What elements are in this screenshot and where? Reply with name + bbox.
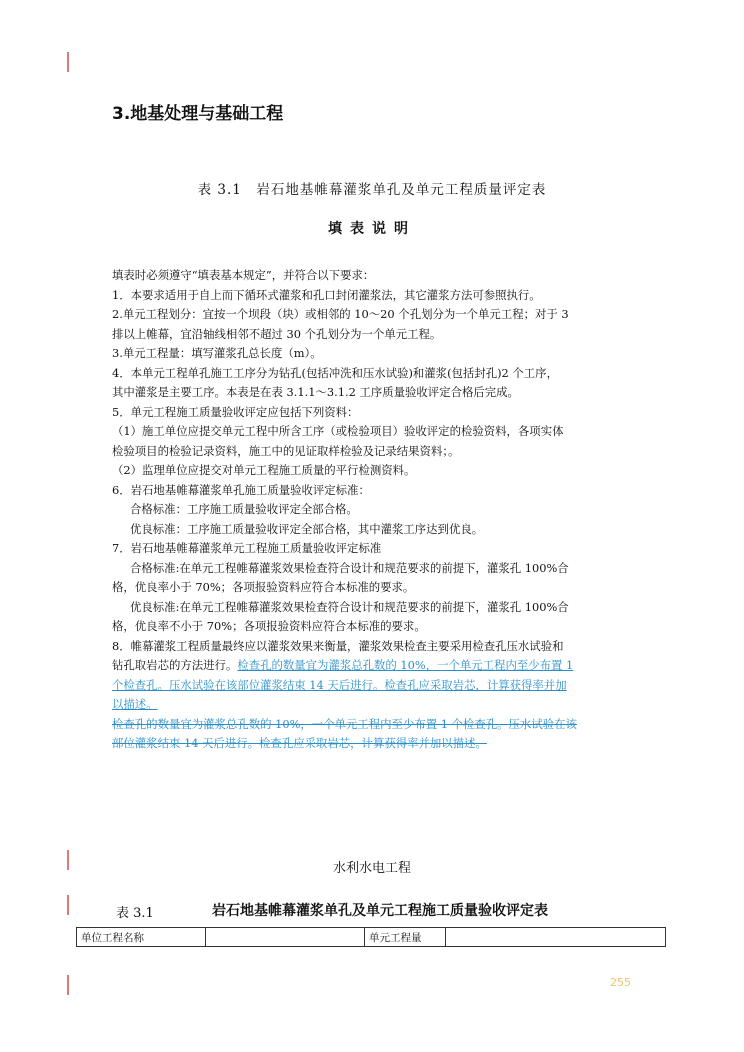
footer-title: 水利水电工程 bbox=[332, 861, 411, 876]
instruction-line: 6．岩石地基帷幕灌浆单孔施工质量验收评定标准： bbox=[112, 482, 370, 497]
instruction-line bbox=[112, 676, 634, 696]
unit-info-table bbox=[76, 927, 666, 947]
instruction-line: 7．岩石地基帷幕灌浆单元工程施工质量验收评定标准 bbox=[112, 541, 382, 555]
deleted-text: 部位灌浆结束 14 天后进行。检查孔应采取岩芯，计算获得率并加以描述。 bbox=[112, 736, 487, 750]
subtitle: 填表说明 bbox=[328, 221, 416, 237]
line-text: 钻孔取岩芯的方法进行。 bbox=[112, 658, 238, 672]
deleted-text: 检查孔的数量宜为灌浆总孔数的 10%，一个单元工程内至少布置 1 个检查孔。压水试验在该 bbox=[112, 716, 577, 731]
unit-qty-value[interactable] bbox=[446, 928, 666, 947]
table-number: 表 3.1 bbox=[116, 906, 154, 921]
margin-mark bbox=[67, 52, 69, 72]
margin-mark bbox=[67, 895, 69, 915]
instruction-line bbox=[112, 695, 634, 715]
instruction-line: 其中灌浆是主要工序。本表是在表 3.1.1～3.1.2 工序质量验收评定合格后完成。 bbox=[112, 385, 519, 399]
instruction-line: 5．单元工程施工质量验收评定应包括下列资料： bbox=[112, 404, 359, 419]
instruction-line: 填表时必须遵守“填表基本规定”，并符合以下要求： bbox=[112, 268, 375, 282]
table-row bbox=[77, 928, 666, 947]
instruction-line: 合格标准:在单元工程帷幕灌浆效果检查符合设计和规范要求的前提下，灌浆孔 100%合 bbox=[130, 560, 569, 575]
inserted-text: 检查孔的数量宜为灌浆总孔数的 10%，一个单元工程内至少布置 1 bbox=[237, 658, 574, 672]
instruction-line: 3.单元工程量：填写灌浆孔总长度（m）。 bbox=[112, 346, 322, 360]
instruction-line bbox=[112, 656, 634, 676]
instruction-line: 合格标准：工序施工质量验收评定全部合格。 bbox=[130, 502, 358, 516]
instruction-line: 格，优良率小于 70%；各项报验资料应符合本标准的要求。 bbox=[112, 580, 415, 594]
instruction-line: 排以上帷幕，宜沿轴线相邻不超过 30 个孔划分为一个单元工程。 bbox=[112, 326, 442, 341]
instruction-line: 4．本单元工程单孔施工工序分为钻孔(包括冲洗和压水试验)和灌浆(包括封孔)2 个工序， bbox=[112, 365, 558, 380]
margin-mark bbox=[67, 975, 69, 995]
inserted-text: 个检查孔。压水试验在该部位灌浆结束 14 天后进行。检查孔应采取岩芯，计算获得率并加 bbox=[112, 677, 567, 692]
instruction-line: 优良标准：工序施工质量验收评定全部合格，其中灌浆工序达到优良。 bbox=[130, 521, 484, 536]
deleted-line bbox=[112, 715, 634, 735]
section-heading: 3.地基处理与基础工程 bbox=[112, 104, 284, 124]
instructions-body bbox=[112, 266, 634, 754]
inserted-text: 以描述。 bbox=[112, 697, 158, 711]
instruction-line: 检验项目的检验记录资料，施工中的见证取样检验及记录结果资料；。 bbox=[112, 443, 460, 458]
unit-name-label: 单位工程名称 bbox=[77, 928, 206, 947]
unit-qty-label: 单元工程量 bbox=[365, 928, 446, 947]
table-title: 岩石地基帷幕灌浆单孔及单元工程施工质量验收评定表 bbox=[212, 903, 548, 919]
table-caption: 表 3.1 岩石地基帷幕灌浆单孔及单元工程质量评定表 bbox=[197, 182, 547, 198]
unit-name-value[interactable] bbox=[206, 928, 365, 947]
instruction-line: 1．本要求适用于自上而下循环式灌浆和孔口封闭灌浆法，其它灌浆方法可参照执行。 bbox=[112, 287, 541, 302]
instruction-line: 2.单元工程划分：宜按一个坝段（块）或相邻的 10～20 个孔划分为一个单元工程；对于 3 bbox=[112, 307, 569, 321]
instruction-line: 8．帷幕灌浆工程质量最终应以灌浆效果来衡量，灌浆效果检查主要采用检查孔压水试验和 bbox=[112, 638, 564, 653]
instruction-line: 优良标准:在单元工程帷幕灌浆效果检查符合设计和规范要求的前提下，灌浆孔 100%合 bbox=[130, 599, 569, 614]
instruction-line: （1）施工单位应提交单元工程中所含工序（或检验项目）验收评定的检验资料，各项实体 bbox=[112, 424, 564, 438]
instruction-line: （2）监理单位应提交对单元工程施工质量的平行检测资料。 bbox=[112, 463, 416, 477]
page-number: 255 bbox=[610, 976, 631, 989]
instruction-line: 格，优良率不小于 70%；各项报验资料应符合本标准的要求。 bbox=[112, 619, 426, 633]
deleted-line bbox=[112, 734, 634, 754]
